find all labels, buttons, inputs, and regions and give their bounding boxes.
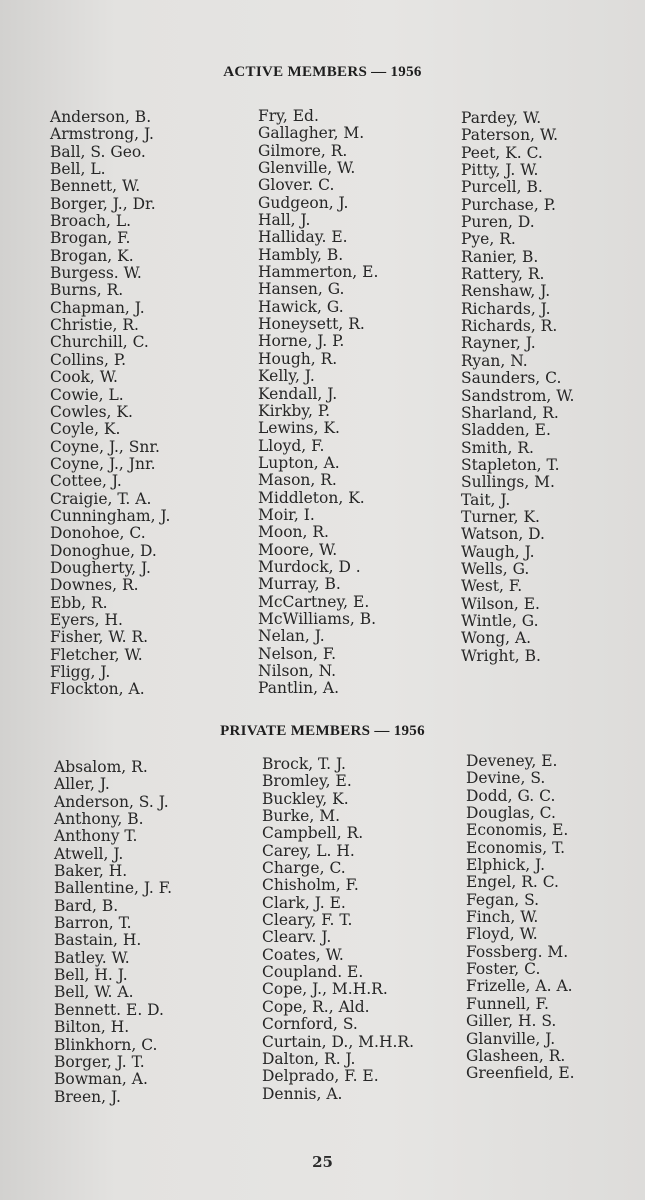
member-name: Cope, R., Ald. [262, 997, 370, 1016]
member-name: Burns, R. [50, 281, 124, 300]
member-name: Fletcher, W. [50, 645, 143, 664]
member-name: Wells, G. [461, 559, 530, 578]
member-name: Dodd, G. C. [466, 786, 556, 805]
private-members-column-1 [54, 759, 172, 1106]
member-name: Anderson, B. [50, 108, 152, 126]
member-name: Donoghue, D. [50, 541, 157, 560]
member-name: Buckley, K. [262, 789, 349, 808]
member-name: Coyle, K. [50, 420, 121, 439]
member-name: Blinkhorn, C. [54, 1035, 158, 1054]
member-name: Fossberg. M. [466, 942, 569, 961]
member-name: Waugh, J. [461, 542, 535, 561]
member-name: Hambly, B. [258, 245, 344, 264]
member-name: Watson, D. [461, 525, 545, 544]
member-name: Craigie, T. A. [50, 489, 152, 508]
member-name: Fligg, J. [50, 663, 111, 681]
member-name: Pye, R. [461, 230, 516, 249]
member-name: Bowman, A. [54, 1070, 148, 1089]
member-name: Chapman, J. [50, 298, 145, 317]
member-name: Greenfield, E. [466, 1064, 575, 1083]
member-name: Moir, I. [258, 505, 315, 524]
member-name: Bennett, W. [50, 177, 141, 196]
member-name: Bennett. E. D. [54, 1000, 164, 1019]
member-name: Clark, J. E. [262, 893, 346, 912]
member-name: Hawick, G. [258, 297, 344, 316]
member-name: Hough, R. [258, 349, 338, 368]
member-name: Fegan, S. [466, 890, 540, 909]
member-name: Coupland. E. [262, 963, 364, 982]
member-name: Purchase, P. [461, 195, 556, 214]
member-name: Murdock, D . [258, 557, 361, 576]
member-name: Kendall, J. [258, 384, 338, 403]
member-name: Churchill, C. [50, 333, 149, 352]
member-name: Honeysett, R. [258, 315, 365, 334]
member-name: Anthony, B. [54, 810, 144, 829]
member-name: Ebb, R. [50, 593, 108, 612]
member-name: Campbell, R. [262, 824, 364, 843]
member-name: Hansen, G. [258, 280, 345, 299]
member-name: Brogan, F. [50, 229, 131, 248]
member-name: Gudgeon, J. [258, 193, 349, 212]
member-name: Elphick, J. [466, 856, 545, 875]
member-name: Rattery, R. [461, 265, 545, 284]
member-name: Fisher, W. R. [50, 628, 149, 647]
member-name: Dalton, R. J. [262, 1049, 356, 1068]
member-name: Economis, E. [466, 821, 569, 840]
member-name: Carey, L. H. [262, 841, 355, 860]
member-name: Flockton, A. [50, 680, 145, 699]
member-name: Hall, J. [258, 211, 311, 230]
private-members-column-2 [262, 756, 414, 1103]
member-name: Deveney, E. [466, 752, 558, 770]
member-name: Fry, Ed. [258, 107, 319, 125]
member-name: Murray, B. [258, 575, 341, 594]
member-name: Cunningham, J. [50, 506, 171, 525]
member-name: Peet, K. C. [461, 143, 543, 162]
member-name: Ballentine, J. F. [54, 879, 173, 898]
member-name: Engel, R. C. [466, 873, 559, 892]
member-name: Ball, S. Geo. [50, 142, 146, 161]
member-name: Cowie, L. [50, 385, 124, 404]
member-name: Coyne, J., Snr. [50, 437, 160, 456]
member-name: Ranier, B. [461, 247, 539, 266]
member-name: Ryan, N. [461, 351, 528, 370]
member-name: Cook, W. [50, 368, 118, 387]
member-name: Economis, T. [466, 838, 566, 857]
active-members-heading: ACTIVE MEMBERS — 1956 [223, 64, 422, 80]
member-name: Douglas, C. [466, 804, 556, 823]
member-name: McWilliams, B. [258, 609, 377, 628]
member-name: Baker, H. [54, 862, 128, 881]
member-name: Atwell, J. [54, 844, 124, 863]
member-name: Renshaw, J. [461, 282, 551, 301]
member-name: Cope, J., M.H.R. [262, 980, 388, 999]
member-name: Bell, W. A. [54, 983, 134, 1002]
member-name: Cornford, S. [262, 1015, 358, 1034]
member-name: Stapleton, T. [461, 455, 560, 474]
member-name: Sandstrom, W. [461, 386, 575, 405]
member-name: Aller, J. [54, 775, 110, 794]
member-name: Lewins, K. [258, 419, 340, 438]
member-name: Bastain, H. [54, 931, 142, 950]
member-name: Richards, R. [461, 317, 558, 336]
member-name: Anthony T. [54, 827, 138, 846]
member-name: Glenville, W. [258, 159, 356, 178]
member-name: McCartney, E. [258, 592, 370, 611]
member-name: Wilson, E. [461, 594, 540, 613]
member-name: Kirkby, P. [258, 401, 331, 420]
member-name: Hammerton, E. [258, 263, 379, 282]
member-name: Gilmore, R. [258, 141, 348, 160]
active-members-column-1 [50, 109, 170, 699]
member-name: Coyne, J., Jnr. [50, 454, 156, 473]
member-name: Breen, J. [54, 1087, 121, 1106]
member-name: Bell, H. J. [54, 966, 128, 985]
member-name: Broach, L. [50, 212, 132, 231]
member-name: Richards, J. [461, 299, 551, 318]
page-number: 25 [312, 1153, 333, 1171]
member-name: Devine, S. [466, 769, 546, 788]
member-name: Puren, D. [461, 213, 535, 232]
member-name: Eyers, H. [50, 610, 123, 629]
member-name: Bilton, H. [54, 1018, 130, 1037]
member-name: Pantlin, A. [258, 679, 340, 698]
member-name: Anderson, S. J. [54, 792, 169, 811]
member-name: Funnell, F. [466, 994, 549, 1013]
member-name: Frizelle, A. A. [466, 977, 573, 996]
member-name: Collins, P. [50, 350, 127, 369]
member-name: Burgess. W. [50, 264, 142, 283]
member-name: Moon, R. [258, 523, 329, 542]
member-name: Absalom, R. [54, 758, 148, 776]
member-name: Brogan, K. [50, 246, 134, 265]
member-name: Cleary, F. T. [262, 911, 353, 930]
member-name: Middleton, K. [258, 488, 365, 507]
member-name: Moore, W. [258, 540, 338, 559]
member-name: Mason, R. [258, 471, 337, 490]
member-name: Smith, R. [461, 438, 534, 457]
private-members-column-3 [466, 753, 575, 1083]
member-name: Chisholm, F. [262, 876, 359, 895]
member-name: Floyd, W. [466, 925, 538, 944]
member-name: Foster, C. [466, 960, 541, 979]
member-name: Bell, L. [50, 160, 106, 179]
member-name: Bromley, E. [262, 772, 352, 791]
member-name: Gallagher, M. [258, 124, 365, 143]
member-name: Dennis, A. [262, 1084, 343, 1103]
member-name: Halliday. E. [258, 228, 348, 247]
member-name: Burke, M. [262, 807, 340, 826]
member-name: Glover. C. [258, 176, 335, 195]
member-name: Nelan, J. [258, 627, 325, 646]
member-name: Sladden, E. [461, 421, 551, 440]
member-name: Dougherty, J. [50, 558, 151, 577]
private-members-heading: PRIVATE MEMBERS — 1956 [220, 723, 425, 739]
member-name: Lupton, A. [258, 453, 340, 472]
member-name: Armstrong, J. [50, 125, 154, 144]
member-name: Clearv. J. [262, 928, 332, 947]
member-name: Cottee, J. [50, 472, 122, 491]
member-name: Glasheen, R. [466, 1046, 566, 1065]
member-name: Cowles, K. [50, 402, 133, 421]
member-name: Purcell, B. [461, 178, 543, 197]
active-members-column-3 [461, 110, 574, 665]
member-name: Coates, W. [262, 945, 344, 964]
member-name: Nelson, F. [258, 644, 337, 663]
member-name: Batley. W. [54, 948, 130, 967]
member-name: Barron, T. [54, 914, 132, 933]
member-name: Lloyd, F. [258, 436, 325, 455]
member-name: Wright, B. [461, 646, 541, 665]
member-name: Horne, J. P. [258, 332, 345, 351]
member-name: Sullings, M. [461, 473, 555, 492]
member-name: Wintle, G. [461, 611, 539, 630]
member-name: Pardey, W. [461, 109, 542, 127]
member-name: Kelly, J. [258, 367, 315, 386]
member-name: Downes, R. [50, 576, 139, 595]
active-members-column-2 [258, 108, 378, 698]
member-name: Paterson, W. [461, 126, 559, 145]
member-name: Glanville, J. [466, 1029, 556, 1048]
member-name: Borger, J., Dr. [50, 194, 156, 213]
member-name: Giller, H. S. [466, 1012, 557, 1031]
member-name: Delprado, F. E. [262, 1067, 379, 1086]
member-name: Tait, J. [461, 490, 511, 509]
member-name: Pitty, J. W. [461, 161, 539, 180]
member-name: Christie, R. [50, 316, 139, 335]
member-name: Brock, T. J. [262, 755, 346, 773]
member-name: Charge, C. [262, 859, 346, 878]
member-name: Sharland, R. [461, 403, 559, 422]
member-name: Curtain, D., M.H.R. [262, 1032, 415, 1051]
member-name: Donohoe, C. [50, 524, 146, 543]
member-name: Bard, B. [54, 896, 119, 915]
member-name: West, F. [461, 577, 523, 596]
member-name: Turner, K. [461, 507, 540, 526]
member-name: Saunders, C. [461, 369, 562, 388]
member-name: Borger, J. T. [54, 1052, 145, 1071]
member-name: Wong, A. [461, 629, 532, 648]
member-name: Nilson, N. [258, 662, 337, 680]
member-name: Finch, W. [466, 908, 539, 927]
member-name: Rayner, J. [461, 334, 536, 353]
